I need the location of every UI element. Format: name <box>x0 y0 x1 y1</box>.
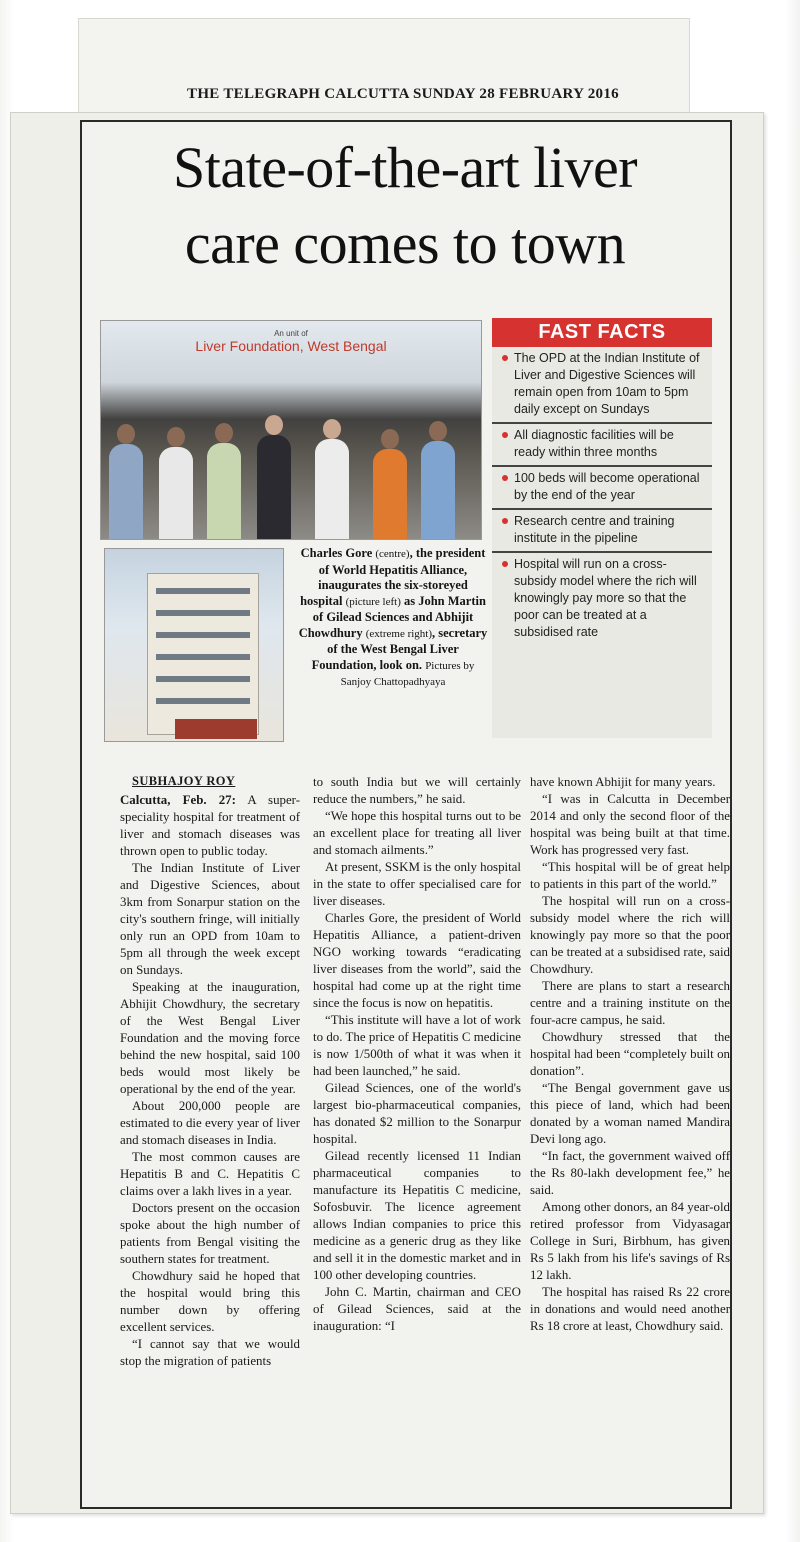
fast-fact-item <box>492 424 712 467</box>
person-figure <box>421 441 455 539</box>
article-paragraph: The hospital will run on a cross-subsidy model where the rich will knowingly pay more so that the poor can be treated at a subsidised rate, said Chowdhury. <box>530 894 730 976</box>
article-column-1 <box>120 792 300 1370</box>
bullet-icon <box>502 475 508 481</box>
photo-credit: Pictures by Sanjoy Chattopadhyaya <box>340 659 475 688</box>
newspaper-masthead: THE TELEGRAPH CALCUTTA SUNDAY 28 FEBRUARY 2016 <box>187 86 619 102</box>
fast-fact-text: 100 beds will become operational by the end of the year <box>514 471 700 502</box>
building-base <box>175 719 257 739</box>
article-paragraph: The hospital has raised Rs 22 crore in donations and would need another Rs 18 crore at least, Chowdhury said. <box>530 1285 730 1333</box>
fast-facts-title: FAST FACTS <box>492 318 712 347</box>
photo-caption <box>298 546 488 691</box>
bullet-icon <box>502 518 508 524</box>
person-figure <box>257 435 291 539</box>
caption-text: , the president of World Hepatitis Alliance, inaugurates the six-storeyed hospital <box>300 546 486 608</box>
caption-paren: (picture left) <box>345 595 401 608</box>
fast-fact-text: The OPD at the Indian Institute of Liver and Digestive Sciences will remain open from 10am to 5pm daily except on Sundays <box>514 351 700 416</box>
photo-banner-title: Liver Foundation, West Bengal <box>195 338 387 354</box>
article-paragraph: The Indian Institute of Liver and Digestive Sciences, about 3km from Sonarpur station on the city's southern fringe, will initially only run an OPD from 10am to 5pm all through the week except on Sundays. <box>120 861 300 977</box>
fast-fact-text: Hospital will run on a cross-subsidy model where the rich will knowingly pay more so that the poor can be treated at a subsidised rate <box>514 557 697 639</box>
article-paragraph <box>120 792 300 860</box>
photo-banner-subtitle: An unit of <box>274 329 308 338</box>
caption-text: , secretary of the West Bengal Liver Foundation, look on. <box>311 625 488 672</box>
hospital-building-photo <box>104 548 284 742</box>
article-paragraph: “In fact, the government waived off the Rs 80-lakh development fee,” he said. <box>530 1149 730 1197</box>
article-paragraph: John C. Martin, chairman and CEO of Gilead Sciences, said at the inauguration: “I <box>313 1285 521 1333</box>
person-figure <box>315 439 349 539</box>
fast-fact-item <box>492 347 712 424</box>
article-paragraph: have known Abhijit for many years. <box>530 775 716 789</box>
headline-line-1: State-of-the-art liver <box>172 135 638 200</box>
fast-facts-box <box>492 318 712 738</box>
person-figure <box>109 444 143 539</box>
bullet-icon <box>502 432 508 438</box>
fast-fact-item <box>492 467 712 510</box>
article-paragraph: Chowdhury stressed that the hospital had been “completely built on donation”. <box>530 1030 730 1078</box>
article-dateline: Calcutta, Feb. 27: <box>120 793 236 807</box>
caption-paren: (extreme right) <box>365 627 433 640</box>
bullet-icon <box>502 355 508 361</box>
article-column-2 <box>313 774 521 1335</box>
fast-fact-item <box>492 553 712 645</box>
article-column-3 <box>530 774 730 1335</box>
caption-name: Charles Gore <box>300 546 373 560</box>
article-paragraph: Charles Gore, the president of World Hepatitis Alliance, a patient-driven NGO working towards “eradicating liver diseases from the world”, said the hospital had come up at the right time since the focus is now on hepatitis. <box>313 911 521 1010</box>
building-shape <box>147 573 259 735</box>
article-paragraph: At present, SSKM is the only hospital in the state to offer specialised care for liver diseases. <box>313 860 521 908</box>
article-paragraph: to south India but we will certainly reduce the numbers,” he said. <box>313 775 521 806</box>
article-paragraph: “The Bengal government gave us this piece of land, which had been donated by a woman named Mandira Devi long ago. <box>530 1081 730 1146</box>
article-paragraph: About 200,000 people are estimated to die every year of liver and stomach diseases in India. <box>120 1099 300 1147</box>
fast-fact-text: Research centre and training institute in the pipeline <box>514 514 675 545</box>
photo-banner <box>101 329 481 354</box>
inauguration-photo <box>100 320 482 540</box>
person-figure <box>207 443 241 539</box>
caption-text: as John Martin of Gilead Sciences and Abhijit Chowdhury <box>298 593 486 640</box>
article-paragraph: Speaking at the inauguration, Abhijit Chowdhury, the secretary of the West Bengal Liver Foundation and the moving force behind the new hospital, said 100 beds would most likely be operational by the end of the year. <box>120 980 300 1096</box>
article-byline: SUBHAJOY ROY <box>132 774 236 788</box>
article-paragraph: There are plans to start a research centre and a training institute on the four-acre campus, he said. <box>530 979 730 1027</box>
article-paragraph: Doctors present on the occasion spoke about the high number of patients from Bengal visiting the southern states for treatment. <box>120 1201 300 1266</box>
article-paragraph: The most common causes are Hepatitis B and C. Hepatitis C claims over a lakh lives in a year. <box>120 1150 300 1198</box>
article-headline <box>85 130 725 282</box>
fast-fact-item <box>492 510 712 553</box>
article-paragraph: Among other donors, an 84 year-old retired professor from Vidyasagar College in Suri, Birbhum, has given Rs 5 lakh from his life's savings of Rs 12 lakh. <box>530 1200 730 1282</box>
article-paragraph: Chowdhury said he hoped that the hospital would bring this number down by offering excellent services. <box>120 1269 300 1334</box>
article-paragraph: Gilead Sciences, one of the world's largest bio-pharmaceutical companies, has donated $2 million to the Sonarpur hospital. <box>313 1081 521 1146</box>
person-figure <box>373 449 407 539</box>
article-paragraph: “This hospital will be of great help to patients in this part of the world.” <box>530 860 730 891</box>
article-paragraph: “This institute will have a lot of work to do. The price of Hepatitis C medicine is now 1/500th of what it was when it had been launched,” he said. <box>313 1013 521 1078</box>
paragraph-text: A super-speciality hospital for treatment of liver and stomach diseases was thrown open to public today. <box>120 793 301 858</box>
person-figure <box>159 447 193 539</box>
article-paragraph: Gilead recently licensed 11 Indian pharmaceutical companies to manufacture its Hepatitis C medicine, Sofosbuvir. The licence agreement allows Indian companies to price this medicine as a generic drug as they like and sell it in the domestic market and in 100 other developing countries. <box>313 1149 521 1282</box>
fast-fact-text: All diagnostic facilities will be ready within three months <box>514 428 674 459</box>
bullet-icon <box>502 561 508 567</box>
headline-line-2: care comes to town <box>184 211 626 276</box>
caption-paren: (centre) <box>375 548 410 560</box>
article-paragraph: “I cannot say that we would stop the migration of patients <box>120 1337 300 1368</box>
article-paragraph: “I was in Calcutta in December 2014 and only the second floor of the hospital was being built at that time. Work has progressed very fast. <box>530 792 730 857</box>
article-paragraph: “We hope this hospital turns out to be an excellent place for treating all liver and stomach ailments.” <box>313 809 521 857</box>
